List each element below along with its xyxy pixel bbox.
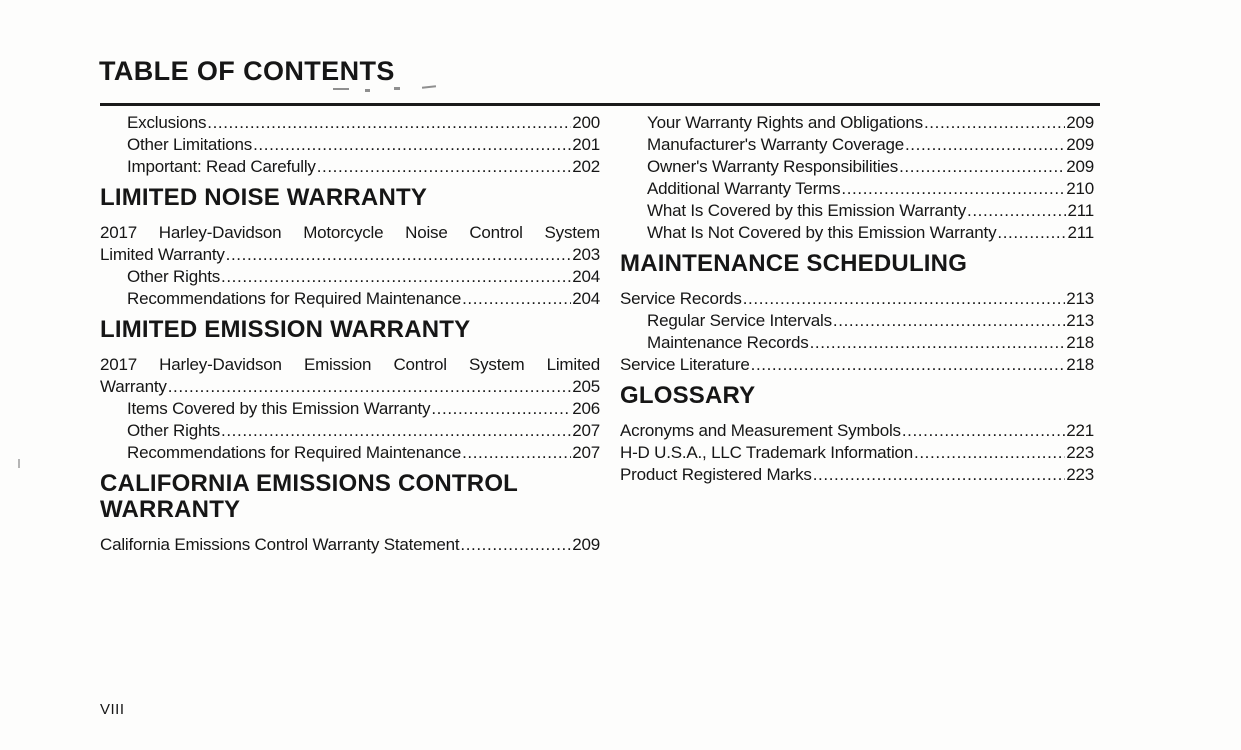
toc-entry-wrap-line: 2017 Harley-Davidson Emission Control System Limited [100,355,600,374]
toc-entry-page: 209 [1066,135,1094,154]
toc-entry [100,156,600,178]
scan-artifact [18,459,20,468]
toc-entry-page: 207 [572,443,600,462]
toc-entry-page: 211 [1067,223,1094,242]
toc-entry-label: Additional Warranty Terms [647,179,841,198]
section-heading-maintenance-scheduling: MAINTENANCE SCHEDULING [620,250,968,277]
toc-entry-label: Regular Service Intervals [647,311,832,330]
toc-entry-multiline [100,354,600,398]
dot-leader [905,134,1065,156]
toc-entry-label: What Is Covered by this Emission Warranty [647,201,966,220]
dot-leader [221,420,571,442]
toc-entry-label: Manufacturer's Warranty Coverage [647,135,904,154]
toc-entry [620,442,1094,464]
toc-entry-label: Limited Warranty [100,245,225,264]
toc-entry-page: 218 [1066,355,1094,374]
section-heading-california-emissions-control-warranty: CALIFORNIA EMISSIONS CONTROL WARRANTY [100,470,518,523]
toc-entry-label: Acronyms and Measurement Symbols [620,421,901,440]
toc-entry-page: 200 [572,113,600,132]
dot-leader [460,534,571,556]
toc-entry [620,156,1094,178]
toc-right-column [620,112,1094,486]
section-heading-glossary: GLOSSARY [620,382,756,409]
dot-leader [967,200,1066,222]
toc-entry-label: Other Limitations [127,135,253,154]
toc-entry-label: Items Covered by this Emission Warranty [127,399,431,418]
toc-entry-label: Maintenance Records [647,333,809,352]
toc-entry-page: 209 [1066,157,1094,176]
toc-entry [620,354,1094,376]
toc-entry-label: Service Literature [620,355,750,374]
toc-entry [620,288,1094,310]
toc-entry-page: 205 [572,377,600,396]
toc-entry [620,112,1094,134]
toc-entry-page: 203 [572,245,600,264]
dot-leader [253,134,571,156]
toc-entry-label: Owner's Warranty Responsibilities [647,157,899,176]
toc-entry-label: Important: Read Carefully [127,157,316,176]
toc-entry [100,244,600,266]
toc-entry-label: Warranty [100,377,167,396]
toc-entry [100,376,600,398]
dot-leader [751,354,1066,376]
toc-entry-label: Service Records [620,289,742,308]
scan-artifact [365,89,370,92]
toc-entry [620,200,1094,222]
toc-entry [100,288,600,310]
dot-leader [813,464,1066,486]
toc-entry-multiline [100,222,600,266]
toc-entry [100,442,600,464]
dot-leader [207,112,571,134]
toc-entry-label: Your Warranty Rights and Obligations [647,113,923,132]
toc-entry [620,332,1094,354]
toc-entry [620,178,1094,200]
toc-entry [100,420,600,442]
toc-entry-label: California Emissions Control Warranty Statement [100,535,460,554]
title-rule [100,103,1100,106]
toc-entry [620,134,1094,156]
dot-leader [997,222,1066,244]
toc-entry-label: Product Registered Marks [620,465,812,484]
dot-leader [221,266,571,288]
dot-leader [317,156,572,178]
toc-entry-page: 211 [1067,201,1094,220]
toc-left-column [100,112,600,556]
section-heading-limited-emission-warranty: LIMITED EMISSION WARRANTY [100,316,471,343]
dot-leader [462,288,571,310]
page-number: VIII [100,701,125,718]
toc-entry-label: Exclusions [127,113,207,132]
toc-entry [620,420,1094,442]
toc-entry-page: 204 [572,289,600,308]
toc-entry-page: 210 [1066,179,1094,198]
page-title: TABLE OF CONTENTS [99,56,395,86]
toc-entry-page: 218 [1066,333,1094,352]
dot-leader [226,244,572,266]
toc-entry-page: 223 [1066,443,1094,462]
toc-entry-page: 209 [572,535,600,554]
dot-leader [462,442,571,464]
toc-entry-page: 207 [572,421,600,440]
toc-entry-label: H-D U.S.A., LLC Trademark Information [620,443,914,462]
toc-entry [100,134,600,156]
toc-entry-label: Other Rights [127,267,221,286]
dot-leader [810,332,1066,354]
dot-leader [833,310,1065,332]
toc-entry-page: 201 [572,135,600,154]
toc-entry-label: Recommendations for Required Maintenance [127,289,462,308]
toc-entry [620,310,1094,332]
scan-artifact [422,85,436,88]
toc-entry-page: 206 [572,399,600,418]
dot-leader [914,442,1065,464]
toc-entry-page: 204 [572,267,600,286]
toc-entry [620,464,1094,486]
toc-entry-page: 221 [1066,421,1094,440]
toc-entry-page: 223 [1066,465,1094,484]
toc-entry-label: Recommendations for Required Maintenance [127,443,462,462]
toc-entry-page: 213 [1066,311,1094,330]
scan-artifact [394,87,400,90]
toc-entry-page: 209 [1066,113,1094,132]
dot-leader [841,178,1065,200]
toc-entry [100,398,600,420]
toc-entry-page: 202 [572,157,600,176]
dot-leader [743,288,1066,310]
dot-leader [168,376,572,398]
dot-leader [899,156,1065,178]
toc-entry-label: What Is Not Covered by this Emission Warranty [647,223,997,242]
scan-artifact [333,88,349,90]
dot-leader [431,398,571,420]
toc-entry-label: Other Rights [127,421,221,440]
toc-entry [100,534,600,556]
toc-entry [620,222,1094,244]
toc-entry-page: 213 [1066,289,1094,308]
dot-leader [902,420,1065,442]
dot-leader [924,112,1065,134]
toc-entry [100,266,600,288]
toc-entry-wrap-line: 2017 Harley-Davidson Motorcycle Noise Control System [100,223,600,242]
section-heading-limited-noise-warranty: LIMITED NOISE WARRANTY [100,184,428,211]
toc-entry [100,112,600,134]
